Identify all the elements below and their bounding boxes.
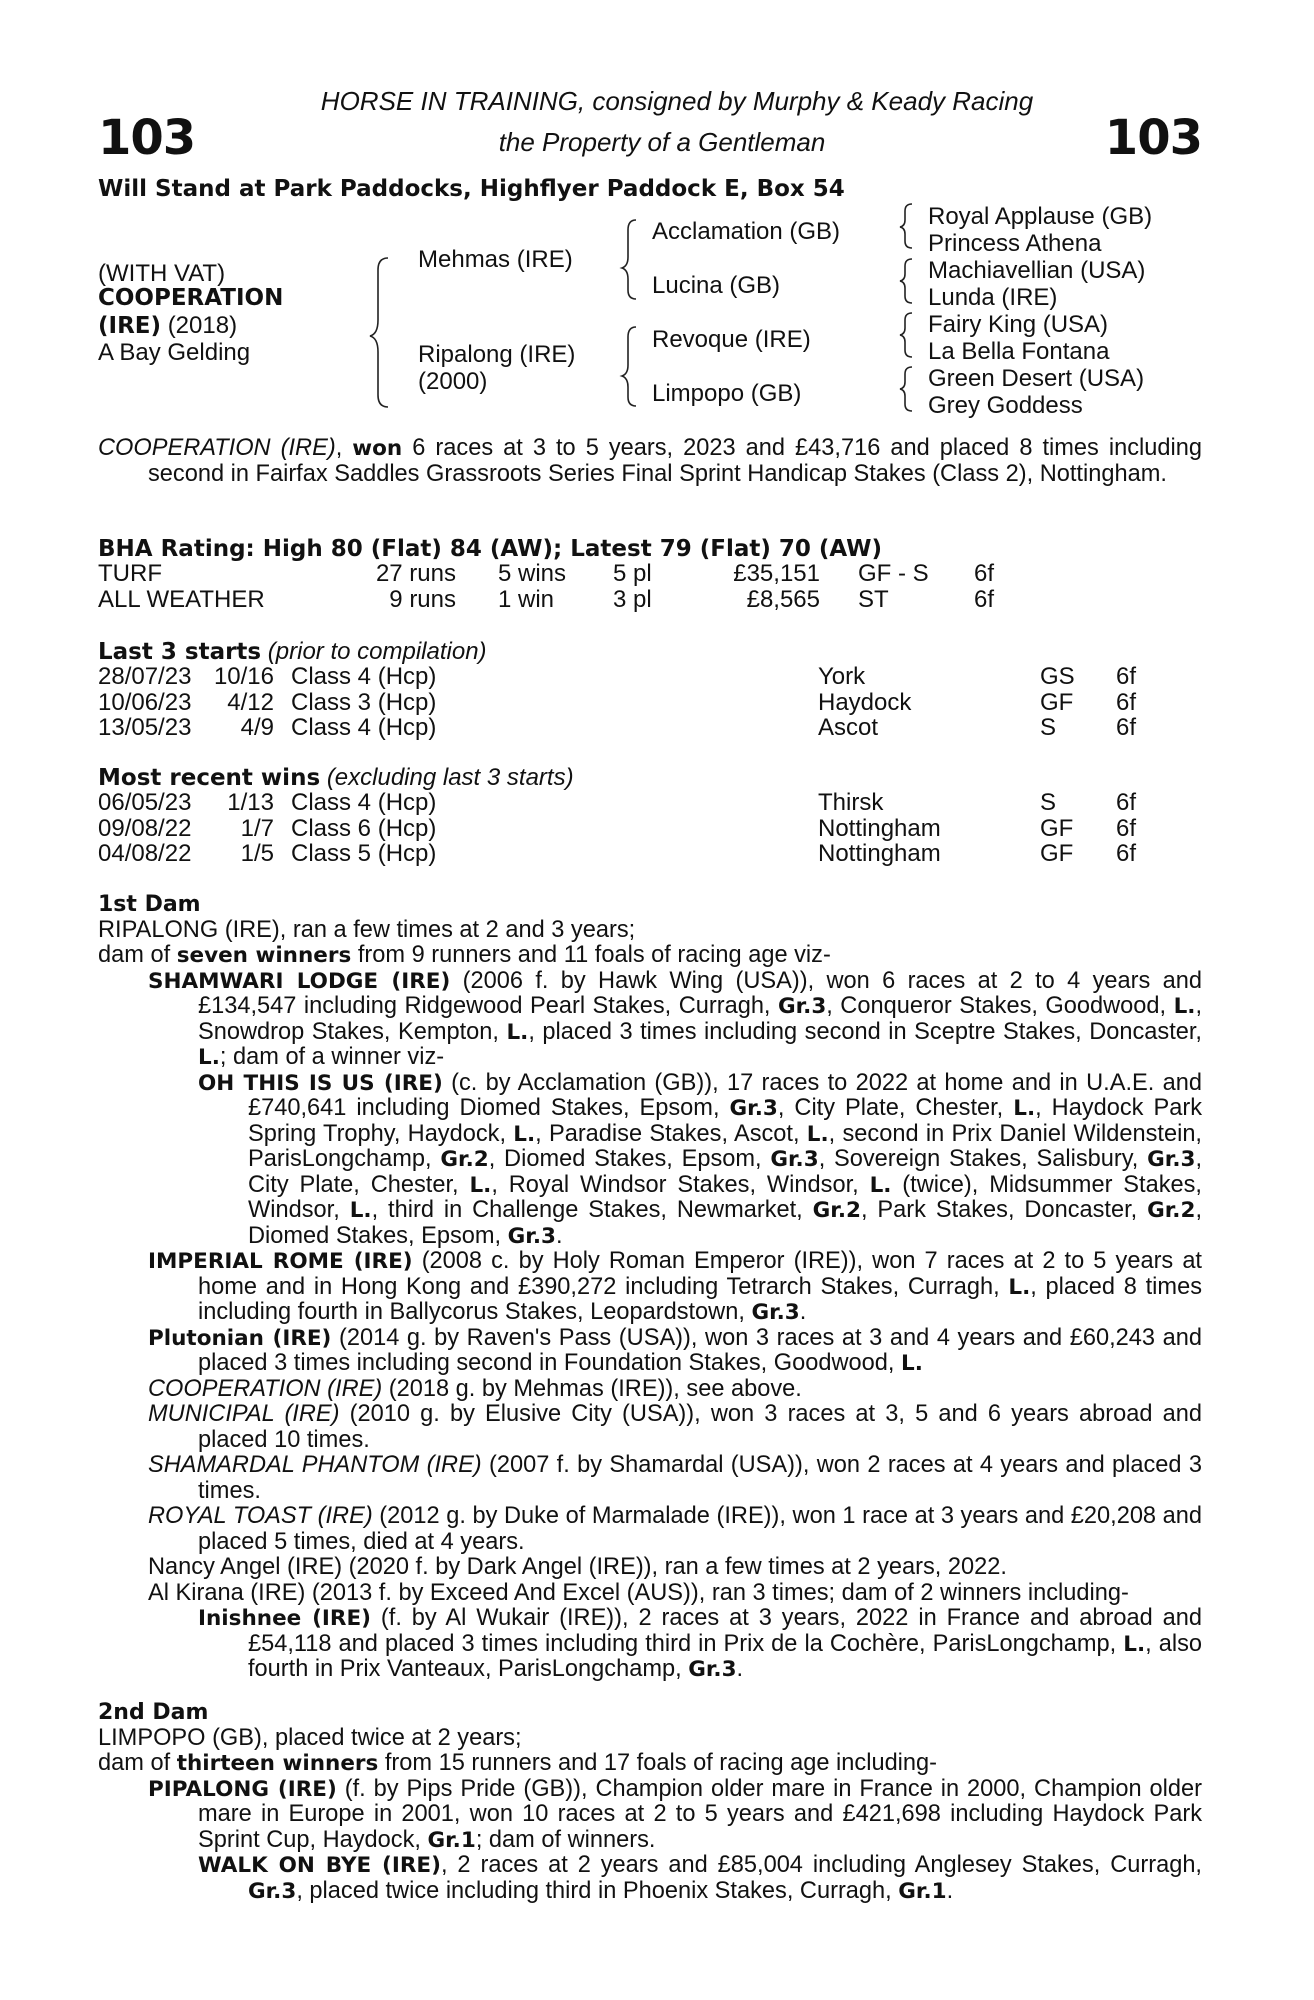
summary-horse-name: COOPERATION (IRE) [98,435,336,461]
summary-text: 6 races at 3 to 5 years, 2023 and £43,716 and placed 8 times including second in Fairfax Saddles Grassroots Series Final Sprint Handicap Stakes (Class 2), Nottingham. [148,435,1203,487]
text: (f. by Pips Pride (GB)), Champion older mare in France in 2000, Champion older mare in Europe in 2001, won 10 races at 2 to 5 years and £421,698 including Haydock Park Sprint Cup, Haydock, [198,1775,1202,1853]
property-line: the Property of a Gentleman [498,127,826,157]
ped-dds: Green Desert (USA) [928,365,1145,392]
ped-sds: Machiavellian (USA) [928,257,1146,284]
produce-cooperation [148,1377,1202,1403]
text: (f. by Al Wukair (IRE)), 2 races at 3 years, 2022 in France and abroad and £54,118 and placed 3 times including third in Prix de la Cochère, ParisLongchamp, [248,1605,1202,1657]
produce-name: SHAMWARI LODGE (IRE) [148,968,451,994]
start-going: S [1040,714,1057,741]
grade: Gr.1 [898,1878,947,1904]
horse-year: (2018) [167,312,238,339]
second-dam-intro: LIMPOPO (GB), placed twice at 2 years; [98,1724,522,1751]
text: , Conqueror Stakes, Goodwood, [826,993,1174,1019]
win-going: GF [1040,815,1074,842]
grade: Gr.2 [440,1147,489,1172]
grade: Gr.3 [1147,1147,1196,1172]
text: from 15 runners and 17 foals of racing age including- [378,1750,938,1776]
win-class: Class 5 (Hcp) [291,840,437,867]
grade: L. [1008,1274,1031,1300]
win-going: S [1040,789,1057,816]
produce-name: MUNICIPAL (IRE) [148,1401,340,1427]
text: , Haydock Park Spring Trophy, Haydock, [248,1095,1202,1147]
vat-label: (WITH VAT) [98,260,226,287]
win-distance: 6f [1116,840,1137,867]
grade: L. [1123,1631,1146,1657]
first-dam-produce-line [98,943,1202,969]
lot-number-right: 103 [1104,110,1202,166]
text: , Royal Windsor Stakes, Windsor, [491,1171,870,1198]
produce-royal-toast [148,1504,1202,1555]
produce-name: COOPERATION (IRE) [148,1375,383,1402]
text: , placed twice including third in Phoenix Stakes, Curragh, [296,1877,899,1904]
win-position: 1/5 [240,840,274,867]
text: , Diomed Stakes, Epsom, [488,1146,771,1172]
bha-runs: 9 runs [389,586,456,613]
race-summary: COOPERATION (IRE), won 6 races at 3 to 5 years, 2023 and £43,716 and placed 8 times including second in Fairfax Saddles Grassroots Series Final Sprint Handicap Stakes (Class 2), Nottingham. [98,435,1203,487]
grade: Gr.3 [507,1223,556,1249]
text: from 9 runners and 11 foals of racing age viz- [351,942,831,968]
ped-sdd: Lunda (IRE) [928,284,1058,311]
last3-note: (prior to compilation) [267,638,487,665]
grade: L. [349,1198,372,1223]
win-course: Nottingham [818,815,941,842]
bha-distance: 6f [974,560,995,587]
grade: Gr.3 [777,994,827,1019]
text: , third in Challenge Stakes, Newmarket, [371,1197,813,1223]
consignor-line: HORSE IN TRAINING, consigned by Murphy & Keady Racing [320,86,1034,116]
start-position: 4/9 [240,714,274,741]
win-going: GF [1040,840,1074,867]
grade: Gr.1 [427,1827,476,1853]
grade: L. [513,1121,536,1147]
produce-name: Inishnee (IRE) [198,1606,371,1631]
horse-description: A Bay Gelding [98,339,251,366]
produce-name: Plutonian (IRE) [148,1325,332,1351]
produce-oh-this-is-us [198,1071,1202,1250]
text: . [799,1299,807,1325]
ped-ddd: Grey Goddess [928,392,1083,419]
grade: Gr.2 [1147,1198,1196,1223]
bha-rating-heading: BHA Rating: High 80 (Flat) 84 (AW); Latest 79 (Flat) 70 (AW) [98,536,883,562]
text: (c. by Acclamation (GB)), 17 races to 2022 at home and in U.A.E. and £740,641 including Diomed Stakes, Epsom, [248,1069,1202,1121]
start-distance: 6f [1116,714,1137,741]
bha-wins: 1 win [498,586,555,613]
text: (2007 f. by Shamardal (USA)), won 2 races at 4 years and placed 3 times. [198,1452,1202,1504]
ped-dsd: La Bella Fontana [928,338,1110,365]
text: ; dam of winners. [475,1826,656,1853]
grade: L. [869,1172,892,1198]
produce-al-kirana: Al Kirana (IRE) (2013 f. by Exceed And Excel (AUS)), ran 3 times; dam of 2 winners including- [148,1579,1129,1606]
grade: L. [901,1351,923,1376]
start-position: 4/12 [227,689,274,716]
first-dam-heading: 1st Dam [98,892,201,917]
ped-dss: Fairy King (USA) [928,311,1109,338]
start-distance: 6f [1116,689,1137,716]
grade: Gr.3 [770,1147,819,1172]
text: , Sovereign Stakes, Salisbury, [818,1146,1148,1172]
lot-number-left: 103 [98,110,196,166]
start-course: Haydock [818,689,912,716]
text: (2008 c. by Holy Roman Emperor (IRE)), won 7 races at 2 to 5 years at home and in Hong Kong and £390,272 including Tetrarch Stakes, Curragh, [198,1248,1202,1300]
produce-pipalong [148,1777,1202,1854]
grade: L. [806,1121,829,1147]
bha-money: £8,565 [746,586,820,613]
win-class: Class 6 (Hcp) [291,815,437,842]
grade: L. [1013,1096,1036,1121]
text: (2012 g. by Duke of Marmalade (IRE)), won 1 race at 3 years and £20,208 and placed 5 times, died at 4 years. [198,1503,1203,1555]
text: , Snowdrop Stakes, Kempton, [198,993,1202,1045]
produce-name: IMPERIAL ROME (IRE) [148,1249,413,1274]
produce-inishnee [198,1606,1202,1683]
produce-nancy-angel: Nancy Angel (IRE) (2020 f. by Dark Angel (IRE)), ran a few times at 2 years, 2022. [148,1554,1007,1580]
win-date: 04/08/22 [98,840,192,867]
second-dam-section [98,1700,1202,1904]
win-course: Nottingham [818,840,941,867]
winners-count: seven winners [176,943,352,968]
text: (2010 g. by Elusive City (USA)), won 3 races at 3, 5 and 6 years abroad and placed 10 times. [198,1401,1202,1453]
dam-year: (2000) [418,368,488,395]
bha-runs: 27 runs [375,560,456,587]
last3-heading-row [98,638,487,666]
text: , 2 races at 2 years and £85,004 including Anglesey Stakes, Curragh, [440,1852,1202,1878]
second-dam-produce-line [98,1751,1202,1777]
grade: L. [1173,994,1196,1019]
produce-walk-on-bye [198,1853,1202,1904]
first-dam-intro: RIPALONG (IRE), ran a few times at 2 and 3 years; [98,916,636,943]
text: (2018 g. by Mehmas (IRE)), see above. [382,1375,802,1402]
start-distance: 6f [1116,663,1137,690]
text: , placed 8 times including fourth in Ballycorus Stakes, Leopardstown, [198,1273,1202,1325]
produce-shamardal-phantom [148,1453,1202,1504]
win-distance: 6f [1116,789,1137,816]
produce-name: ROYAL TOAST (IRE) [148,1503,373,1529]
winners-count: thirteen winners [176,1751,379,1776]
bha-distance: 6f [974,586,995,613]
grade: Gr.3 [248,1878,297,1904]
text: ; dam of a winner viz- [219,1044,445,1070]
text: . [946,1877,954,1904]
win-class: Class 4 (Hcp) [291,789,437,816]
ped-sss: Royal Applause (GB) [928,203,1153,230]
grade: Gr.2 [812,1198,861,1223]
stand-location: Will Stand at Park Paddocks, Highflyer Paddock E, Box 54 [98,176,845,202]
bha-wins: 5 wins [498,560,567,587]
text: , second in Prix Daniel Wildenstein, ParisLongchamp, [248,1120,1202,1172]
win-position: 1/7 [240,815,274,842]
start-position: 10/16 [213,663,274,690]
horse-country: (IRE) [98,313,162,339]
text: dam of [98,1750,177,1776]
grade: L. [469,1172,492,1198]
bha-placed: 3 pl [613,586,652,613]
text: , Diomed Stakes, Epsom, [248,1197,1202,1249]
dam-sire: Revoque (IRE) [652,326,811,353]
start-date: 28/07/23 [98,663,192,690]
bha-placed: 5 pl [613,560,652,587]
start-going: GS [1040,663,1075,690]
produce-name: PIPALONG (IRE) [148,1776,337,1802]
start-class: Class 4 (Hcp) [291,663,437,690]
recent-note: (excluding last 3 starts) [326,764,574,791]
bha-surface: ALL WEATHER [98,586,265,613]
text: , Paradise Stakes, Ascot, [535,1120,807,1147]
dam: Ripalong (IRE) [418,341,576,368]
first-dam-section [98,892,1202,1683]
horse-name: COOPERATION [98,285,284,311]
win-position: 1/13 [227,789,274,816]
won-label: won [352,436,403,461]
start-course: York [818,663,866,690]
bha-going: ST [858,586,889,613]
bha-going: GF - S [858,560,929,587]
win-course: Thirsk [818,789,884,816]
start-course: Ascot [818,714,879,741]
text: . [736,1656,744,1682]
text: (twice), Midsummer Stakes, Windsor, [248,1171,1202,1223]
start-date: 13/05/23 [98,714,192,741]
text: dam of [98,942,177,968]
produce-plutonian [148,1326,1202,1377]
text: , placed 3 times including second in Sceptre Stakes, Doncaster, [528,1018,1202,1045]
grade: L. [506,1019,529,1045]
grade: Gr.3 [751,1300,800,1325]
ped-ssd: Princess Athena [928,230,1102,257]
produce-name: WALK ON BYE (IRE) [198,1853,441,1878]
grade: Gr.3 [729,1096,778,1121]
start-class: Class 3 (Hcp) [291,689,437,716]
bha-surface: TURF [98,560,162,587]
last3-heading: Last 3 starts [98,639,262,665]
sire: Mehmas (IRE) [418,246,573,273]
bha-money: £35,151 [733,560,820,587]
start-going: GF [1040,689,1074,716]
produce-name: OH THIS IS US (IRE) [198,1070,443,1096]
text: (2006 f. by Hawk Wing (USA)), won 6 races at 2 to 4 years and £134,547 including Ridgewood Pearl Stakes, Curragh, [198,967,1202,1019]
text: (2014 g. by Raven's Pass (USA)), won 3 races at 3 and 4 years and £60,243 and placed 3 times including second in Foundation Stakes, Goodwood, [198,1324,1202,1376]
win-date: 06/05/23 [98,789,192,816]
text: . [555,1222,563,1249]
second-dam-heading: 2nd Dam [98,1700,209,1725]
sire-dam: Lucina (GB) [652,272,781,299]
produce-municipal [148,1402,1202,1453]
produce-imperial-rome [148,1249,1202,1326]
sire-sire: Acclamation (GB) [652,218,841,245]
grade: L. [198,1045,220,1070]
recent-heading-row [98,764,574,792]
produce-name: SHAMARDAL PHANTOM (IRE) [148,1452,482,1478]
grade: Gr.3 [688,1657,737,1682]
text: , also fourth in Prix Vanteaux, ParisLongchamp, [248,1630,1202,1682]
text: , City Plate, Chester, [777,1095,1014,1121]
start-date: 10/06/23 [98,689,192,716]
recent-heading: Most recent wins [98,765,321,791]
produce-shamwari-lodge [148,969,1202,1071]
dam-dam: Limpopo (GB) [652,380,802,407]
win-date: 09/08/22 [98,815,192,842]
text: , Park Stakes, Doncaster, [860,1197,1148,1223]
text: , City Plate, Chester, [248,1146,1203,1198]
win-distance: 6f [1116,815,1137,842]
start-class: Class 4 (Hcp) [291,714,437,741]
